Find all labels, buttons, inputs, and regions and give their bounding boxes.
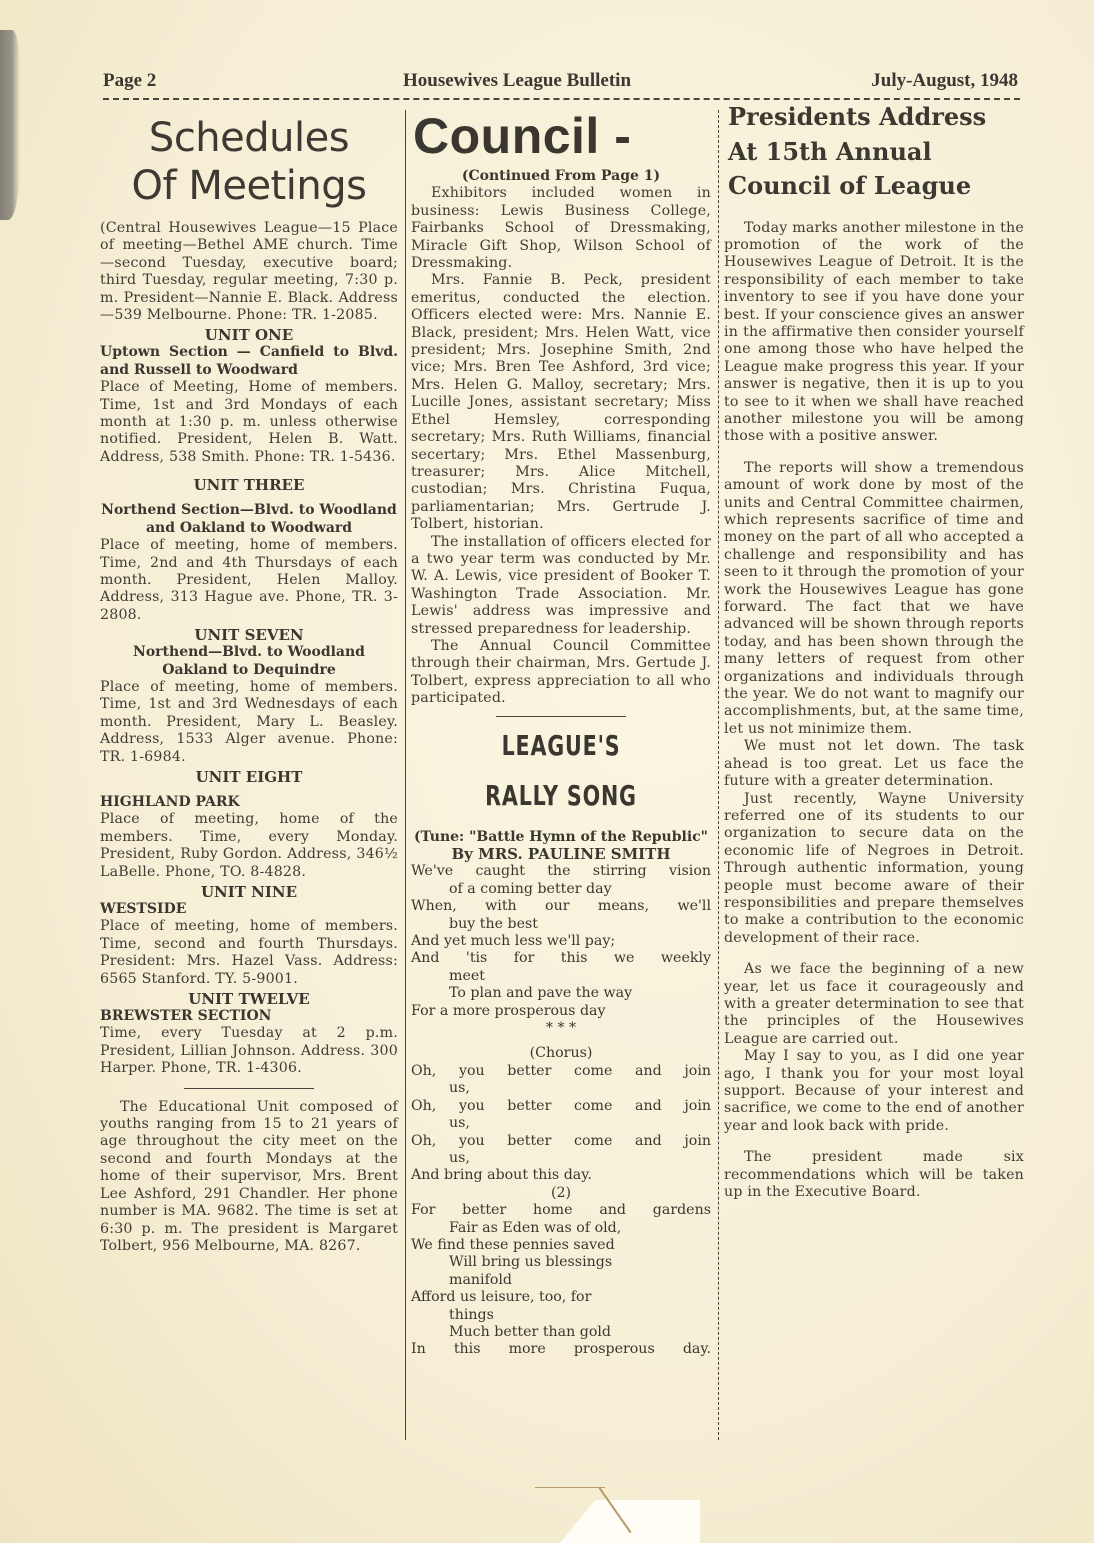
council-paragraph: Mrs. Fannie B. Peck, president emeritus, conducted the election. Officers elected were: Mrs. Nannie E. Black, president; Mrs. Helen Watt, vice president; Mrs. Josephine Smith, 2nd vice; Mrs. Bren Tee Ashford, 3rd vice; Mrs. Helen G. Malloy, secretary; Mrs. Lucille Jones, assistant secretary; Miss Ethel Hemsley, corresponding secretary; Mrs. Ruth Williams, financial secertary; Mrs. Ethel Massenburg, treasurer; Mrs. Alice Mitchell, custodian; Mrs. Christina Fuqua, parliamentarian; Mrs. Gertrude J. Tolbert, historian. [411,272,711,533]
headline-line: At 15th Annual [728,136,932,166]
song-line: Oh, you better come and join [411,1132,711,1149]
presidents-address-column [724,100,1024,1201]
unit-entry [100,990,398,1078]
song-line: things [449,1306,494,1323]
headline-line: Schedules [148,115,350,161]
song-tune: (Tune: "Battle Hymn of the Republic" [414,828,708,845]
council-paragraph: The installation of officers elected for a two year term was conducted by Mr. W. A. Lewis, vice president of Booker T. Washington Trade Association. Mr. Lewis' address was impressive and stressed preparedness for leadership. [411,533,711,637]
song-line: manifold [449,1271,512,1288]
song-line: meet [449,967,485,984]
address-paragraph: Just recently, Wayne University referred one of its students to our organization to secure data on the economic life of Negroes in Detroit. Through authentic information, young people must become aware of their responsibilities and prepare themselves to make a contribution to the economic development of their race. [724,790,1024,946]
issue-date: July-August, 1948 [871,70,1018,91]
song-line: And bring about this day. [411,1167,592,1184]
song-line: us, [449,1080,470,1097]
song-line: of a coming better day [449,880,612,897]
verse-2-label: (2) [550,1184,572,1201]
unit-entry [100,326,398,466]
song-line: us, [449,1149,470,1166]
publication-title: Housewives League Bulletin [403,70,632,91]
unit-details: Place of Meeting, Home of members. Time, 1st and 3rd Mondays of each month at 1:30 p. m. unless otherwise notified. President, Helen B. Watt. Address, 538 Smith. Phone: TR. 1-5436. [100,379,398,465]
address-paragraph: Today marks another milestone in the promotion of the work of the Housewives League of Detroit. It is the responsibility of each member to take inventory to see if you have done your best. If your conscience gives an answer in the affirmative then consider yourself one among those who have helped the League make progress this year. If your answer is negative, then it is up to you to see to it when we shall have reached another milestone you will be among those with a positive answer. [724,219,1024,445]
unit-entry [100,626,398,766]
address-paragraph: The president made six recommendations which will be taken up in the Executive Board. [724,1149,1024,1201]
unit-details: Place of meeting, home of members. Time, second and fourth Thursdays. President: Mrs. Hazel Vass. Address: 6565 Stanford. TY. 5-9001. [100,918,398,987]
song-line: Oh, you better come and join [411,1097,711,1114]
unit-heading: UNIT THREE [193,476,305,495]
torn-edge-decoration [0,30,20,220]
page-number: Page 2 [103,70,157,91]
address-paragraph: May I say to you, as I did one year ago, I thank you for your most loyal support. Because of your interest and sacrifice, we come to the end of another year and look back with pride. [724,1048,1024,1134]
central-league-entry: (Central Housewives League—15 Place of meeting—Bethel AME church. Time—second Tuesday, executive board; third Tuesday, regular meeting, 7:30 p. m. President—Nannie E. Black. Address —539 Melbourne. Phone: TR. 1-2085. [100,220,398,324]
continued-note: (Continued From Page 1) [461,168,661,184]
song-line: We've caught the stirring vision [411,863,711,880]
unit-heading: UNIT SEVEN [194,626,304,645]
unit-entry [100,883,398,988]
masthead [103,70,1018,96]
council-paragraph: The Annual Council Committee through their chairman, Mrs. Gertude J. Tolbert, express appreciation to all who participated. [411,637,711,707]
song-line: us, [449,1115,470,1132]
address-paragraph: The reports will show a tremendous amount of work done by most of the units and Central Committee chairmen, which represents sacrifice of time and money on the part of all who accepted a challenge and responsibility and has seen to it through the promotion of your work the Housewives League has gone forward. The fact that we have advanced will be shown through reports today, and has been shown through the many letters of request from other organizations and individuals through the year. We do not want to magnify our accomplishments, but, at the same time, let us not minimize them. [724,459,1024,737]
schedules-headline [100,114,398,210]
song-chorus [411,1063,711,1185]
unit-heading: UNIT NINE [200,883,298,901]
song-line: To plan and pave the way [449,985,633,1002]
unit-heading: UNIT TWELVE [188,990,310,1009]
song-line: We find these pennies saved [411,1236,615,1253]
song-line: Oh, you better come and join [411,1062,711,1079]
unit-area: BREWSTER SECTION [100,1008,272,1025]
song-line: For better home and gardens [411,1202,711,1219]
song-line: And yet much less we'll pay; [411,933,616,950]
song-verse-1 [411,863,711,1020]
song-line: Will bring us blessings [449,1254,613,1271]
page-fold-decoration [560,1500,700,1543]
song-line: And 'tis for this we weekly [411,950,711,967]
unit-heading: UNIT ONE [204,326,294,345]
song-title-line: RALLY SONG [485,778,637,812]
council-headline: Council - [413,108,632,164]
song-line: For a more prosperous day [411,1002,606,1019]
unit-area: WESTSIDE [100,901,187,917]
unit-heading: UNIT EIGHT [195,767,303,786]
unit-entry [100,768,398,881]
unit-area: HIGHLAND PARK [100,793,240,810]
unit-area: Northend—Blvd. to Woodland Oakland to Dequindre [133,644,365,678]
song-line: buy the best [449,915,538,932]
unit-details: Place of meeting, home of members. Time, 1st and 3rd Wednesdays of each month. President, Mary L. Beasley. Address, 1533 Alger avenue. Phone: TR. 1-6984. [100,678,398,765]
song-title-line: LEAGUE'S [501,728,621,762]
unit-entry [100,476,398,624]
council-column [411,108,711,1359]
section-rule [184,1088,314,1089]
chorus-label: (Chorus) [529,1045,593,1062]
unit-details: Place of meeting, home of the members. Time, every Monday. President, Ruby Gordon. Address, 346½ LaBelle. Phone, TO. 8-4828. [100,811,398,880]
song-byline: By MRS. PAULINE SMITH [451,845,671,863]
column-divider [718,110,719,1440]
unit-details: Time, every Tuesday at 2 p.m. President, Lillian Johnson. Address. 300 Harper. Phone, TR. 1-4306. [100,1025,398,1077]
song-line: Much better than gold [449,1323,612,1340]
song-line: Afford us leisure, too, for [411,1289,592,1306]
schedules-column [100,108,398,1255]
council-paragraph: Exhibitors included women in business: Lewis Business College, Fairbanks School of Dressmaking, Miracle Gift Shop, Wilson School of Dressmaking. [411,185,711,272]
unit-area: Northend Section—Blvd. to Woodland and Oakland to Woodward [101,502,397,536]
address-paragraph: We must not let down. The task ahead is too great. Let us face the future with a greater determination. [724,738,1024,790]
presidents-address-headline [728,100,1024,204]
headline-line: Presidents Address [728,102,987,131]
song-line: In this more prosperous day. [411,1341,711,1358]
headline-line: Of Meetings [131,163,367,209]
headline-line: Council of League [728,171,972,200]
unit-details: Place of meeting, home of members. Time, 2nd and 4th Thursdays of each month. President, Helen Malloy. Address, 313 Hague ave. Phone, TR. 3-2808. [100,537,398,623]
unit-area: Uptown Section — Canfield to Blvd. and Russell to Woodward [100,344,398,378]
rally-song [411,721,711,1359]
song-line: When, with our means, we'll [411,898,711,915]
song-verse-2 [411,1202,711,1359]
song-line: Fair as Eden was of old, [449,1219,622,1236]
address-paragraph: As we face the beginning of a new year, let us face it courageously and with a greater determination to see that the principles of the Housewives League are carried out. [724,961,1024,1047]
page-fold-line [535,1487,605,1488]
column-divider [405,110,406,1440]
educational-unit-paragraph: The Educational Unit composed of youths ranging from 15 to 21 years of age throughout the city meet on the second and fourth Mondays at the home of their supervisor, Mrs. Brent Lee Ashford, 291 Chandler. Her phone number is MA. 9682. The time is set at 6:30 p. m. The president is Margaret Tolbert, 956 Melbourne, MA. 8267. [100,1098,398,1254]
verse-separator: * * * [545,1020,577,1037]
section-rule [496,716,626,717]
